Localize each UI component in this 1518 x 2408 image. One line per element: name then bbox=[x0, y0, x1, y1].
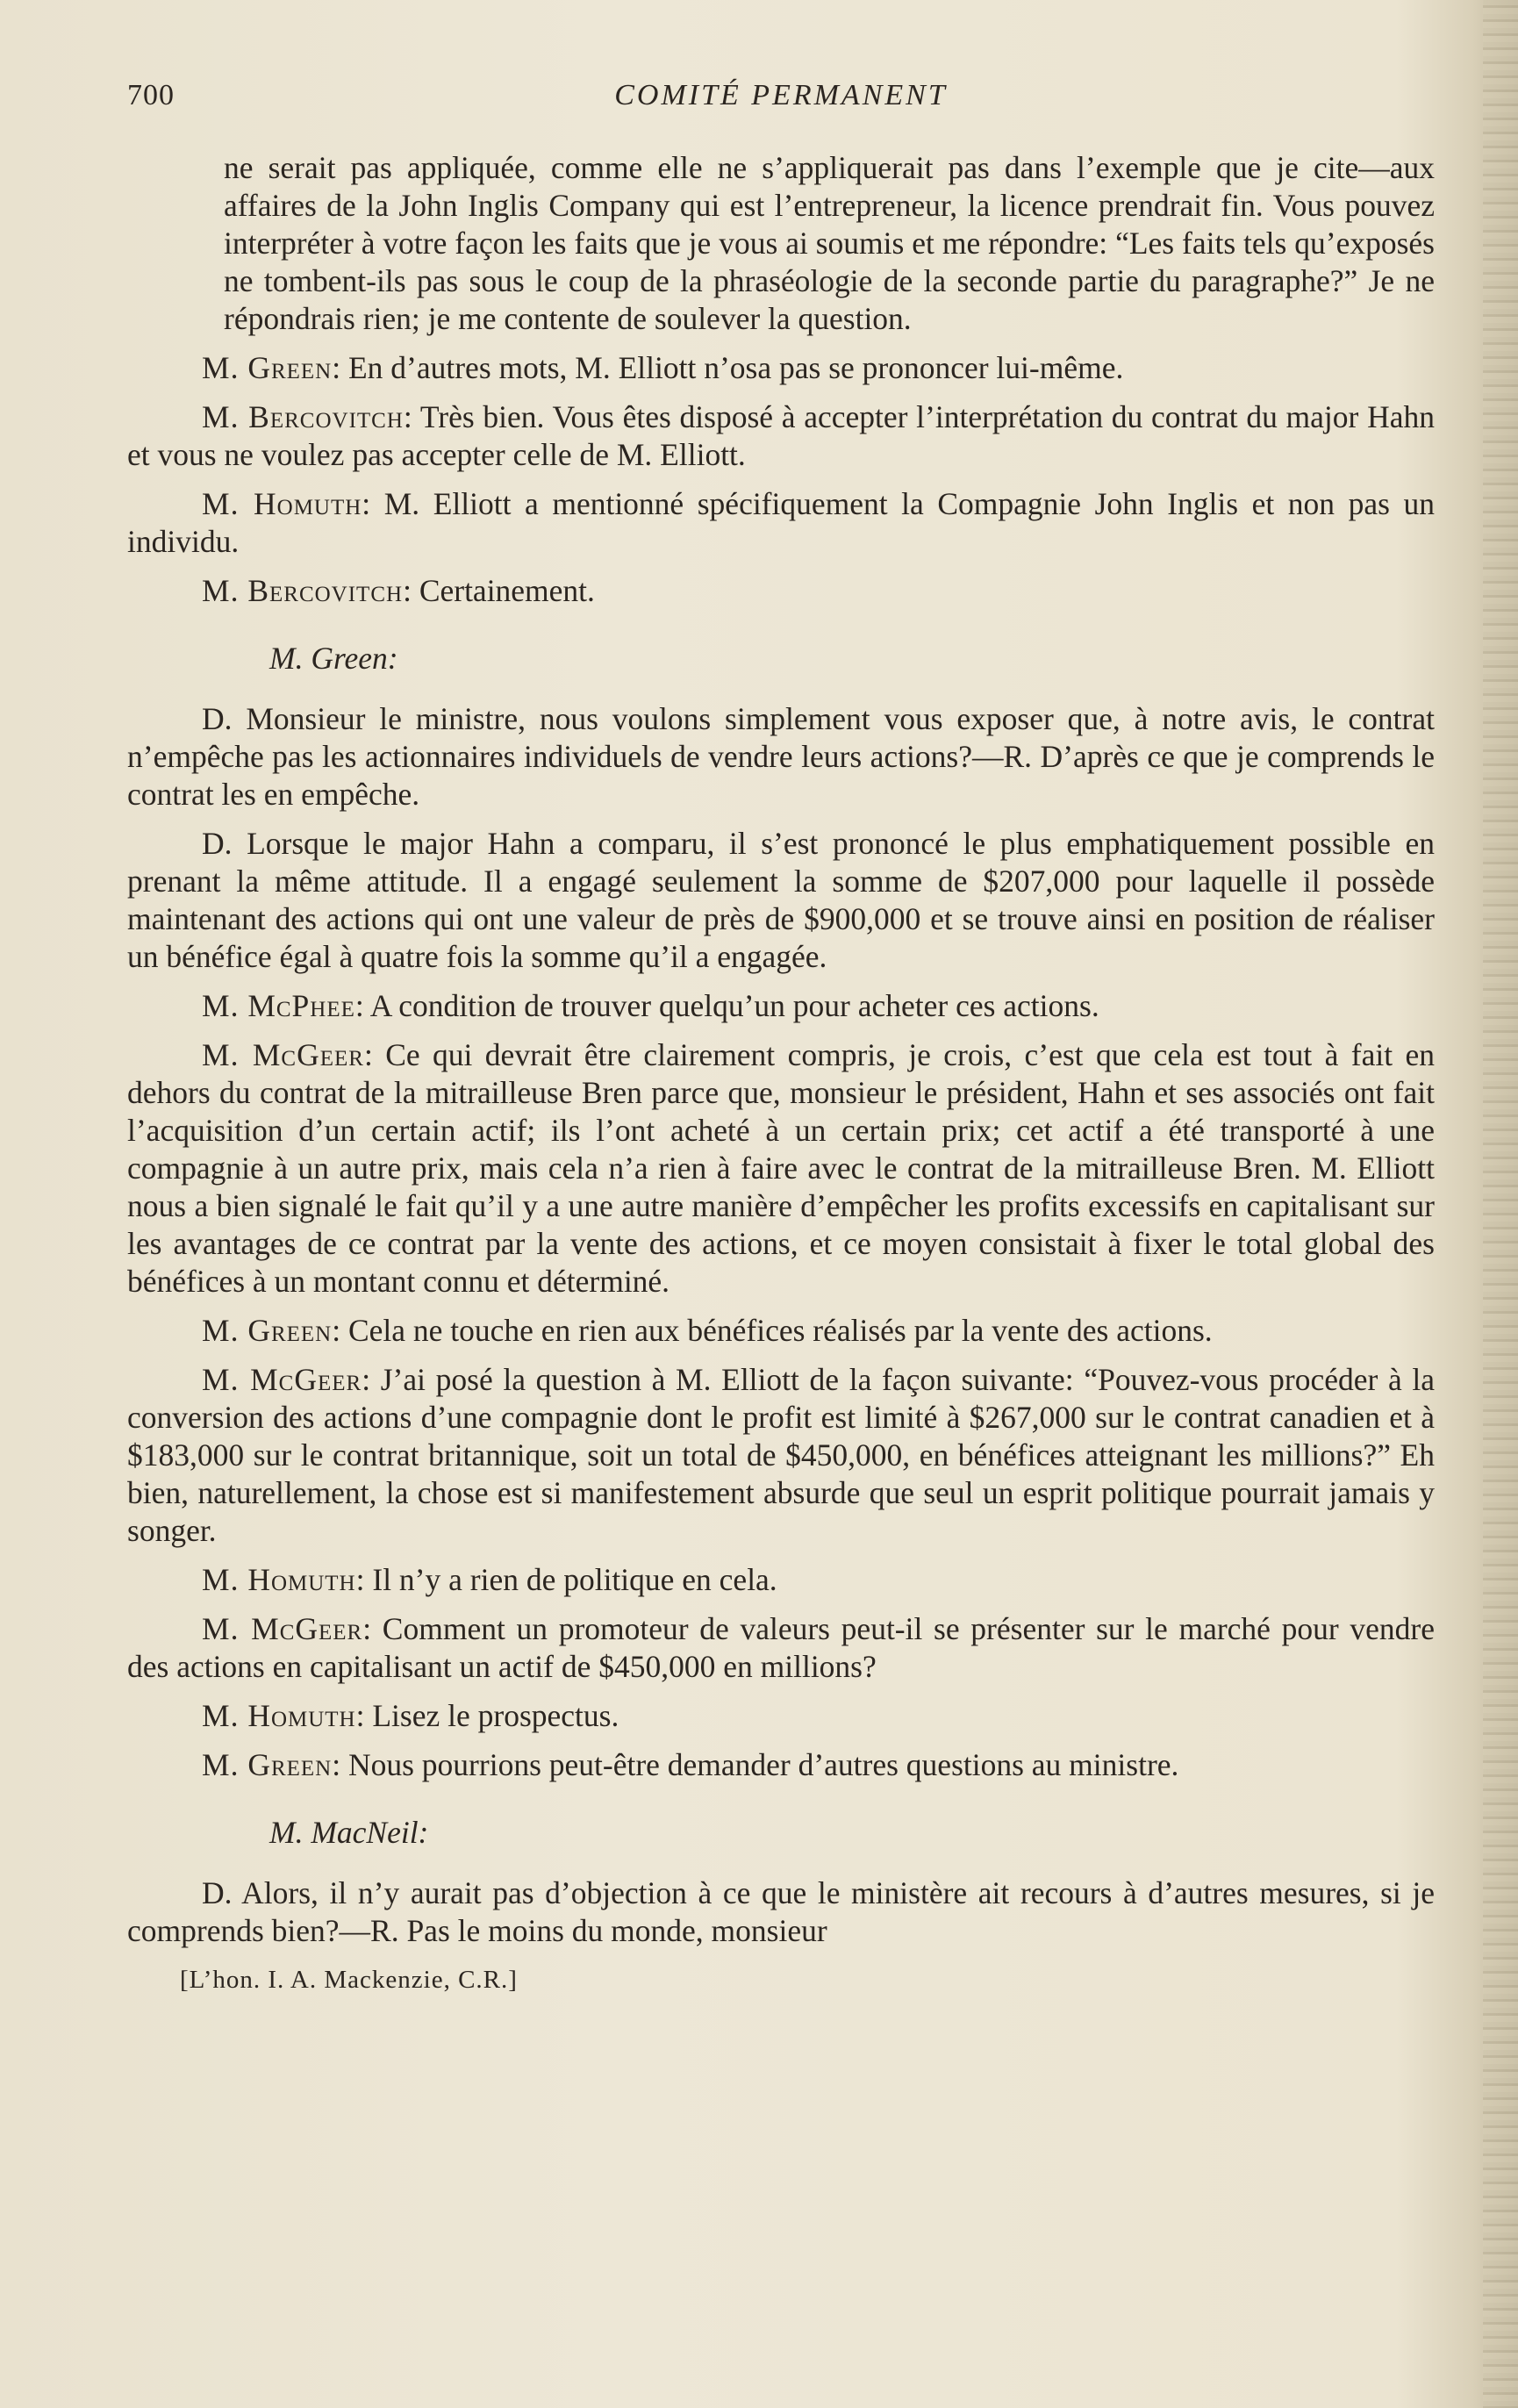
paragraph: ne serait pas appliquée, comme elle ne s’appliquerait pas dans l’exemple que je cite—aux affaires de la John Inglis Company qui est l’entrepreneur, la licence prendrait fin. Vous pouvez interpréter à votre façon les faits que je vous ai soumis et me répondre: “Les faits tels qu’exposés ne tombent-ils pas sous le coup de la phraséologie de la seconde partie du paragraphe?” Je ne répondrais rien; je me contente de soulever la question. bbox=[224, 150, 1435, 336]
question-answer-paragraph: D. Monsieur le ministre, nous voulons simplement vous exposer que, à notre avis, le contrat n’empêche pas les actionnaires individuels de vendre leurs actions?—R. D’après ce que je comprends le contrat les en empêche. bbox=[127, 701, 1435, 812]
speech-paragraph: M. McGeer: Ce qui devrait être clairement compris, je crois, c’est que cela est tout à fait en dehors du contrat de la mitrailleuse Bren parce que, monsieur le président, Hahn et ses associés ont fait l’acquisition d’un certain actif; ils l’ont acheté à un certain prix; cet actif a été transporté à une compagnie à un autre prix, mais cela n’a rien à faire avec le contrat de la mitrailleuse Bren. M. Elliott nous a bien signalé le fait qu’il y a une autre manière d’empêcher les profits excessifs en capitalisant sur les avantages de ce contrat par la vente des actions, et ce moyen consistait à fixer le total global des bénéfices à un montant connu et déterminé. bbox=[127, 1037, 1435, 1299]
examiner-heading: M. Green: bbox=[269, 641, 398, 676]
question-answer-paragraph: D. Alors, il n’y aurait pas d’objection à ce que le ministère ait recours à d’autres mesures, si je comprends bien?—R. Pas le moins du monde, monsieur bbox=[127, 1875, 1435, 1948]
speaker-name: M. Green bbox=[202, 1313, 333, 1348]
page-header bbox=[127, 79, 1435, 132]
speaker-name: M. McGeer bbox=[202, 1037, 364, 1072]
speaker-name: M. Bercovitch bbox=[202, 399, 404, 434]
question-paragraph: D. Lorsque le major Hahn a comparu, il s’est prononcé le plus emphatiquement possible en prenant la même attitude. Il a engagé seulement la somme de $207,000 pour laquelle il possède maintenant des actions qui ont une valeur de près de $900,000 et se trouve ainsi en position de réaliser un bénéfice égal à quatre fois la somme qu’il a engagée. bbox=[127, 826, 1435, 974]
speaker-name: M. Green bbox=[202, 1747, 333, 1782]
speech-paragraph: M. Homuth: Il n’y a rien de politique en cela. bbox=[202, 1562, 777, 1597]
speech-paragraph: M. Green: En d’autres mots, M. Elliott n’osa pas se prononcer lui-même. bbox=[202, 350, 1124, 385]
speaker-name: M. Homuth bbox=[202, 1698, 356, 1733]
speaker-name: M. Green bbox=[202, 350, 333, 385]
speech-paragraph: M. McPhee: A condition de trouver quelqu’un pour acheter ces actions. bbox=[202, 988, 1099, 1023]
witness-footer: [L’hon. I. A. Mackenzie, C.R.] bbox=[180, 1966, 518, 1994]
examiner-heading: M. MacNeil: bbox=[269, 1815, 429, 1850]
speaker-name: M. Homuth bbox=[202, 486, 362, 521]
speaker-name: M. McGeer bbox=[202, 1611, 363, 1646]
speech-paragraph: M. Green: Cela ne touche en rien aux bénéfices réalisés par la vente des actions. bbox=[202, 1313, 1213, 1348]
page-number: 700 bbox=[127, 79, 175, 111]
speech-paragraph: M. Homuth: M. Elliott a mentionné spécifiquement la Compagnie John Inglis et non pas un individu. bbox=[127, 486, 1435, 559]
speech-paragraph: M. Homuth: Lisez le prospectus. bbox=[202, 1698, 619, 1733]
speech-paragraph: M. McGeer: J’ai posé la question à M. Elliott de la façon suivante: “Pouvez-vous procéder à la conversion des actions d’une compagnie dont le profit est limité à $267,000 sur le contrat canadien et à $183,000 sur le contrat britannique, soit un total de $450,000, en bénéfices atteignant les millions?” Eh bien, naturellement, la chose est si manifestement absurde que seul un esprit politique pourrait jamais y songer. bbox=[127, 1362, 1435, 1548]
speech-paragraph: M. Bercovitch: Très bien. Vous êtes disposé à accepter l’interprétation du contrat du major Hahn et vous ne voulez pas accepter celle de M. Elliott. bbox=[127, 399, 1435, 472]
speaker-name: M. Homuth bbox=[202, 1562, 356, 1597]
speech-paragraph: M. Green: Nous pourrions peut-être demander d’autres questions au ministre. bbox=[202, 1747, 1179, 1782]
speaker-name: M. McGeer bbox=[202, 1362, 362, 1397]
speaker-name: M. McPhee bbox=[202, 988, 355, 1023]
page-edge bbox=[1483, 0, 1518, 2408]
page-body bbox=[127, 149, 1435, 1999]
speech-paragraph: M. Bercovitch: Certainement. bbox=[202, 573, 595, 608]
speech-paragraph: M. McGeer: Comment un promoteur de valeurs peut-il se présenter sur le marché pour vendre des actions en capitalisant un actif de $450,000 en millions? bbox=[127, 1611, 1435, 1684]
speaker-name: M. Bercovitch bbox=[202, 573, 404, 608]
running-title: COMITÉ PERMANENT bbox=[614, 79, 948, 111]
